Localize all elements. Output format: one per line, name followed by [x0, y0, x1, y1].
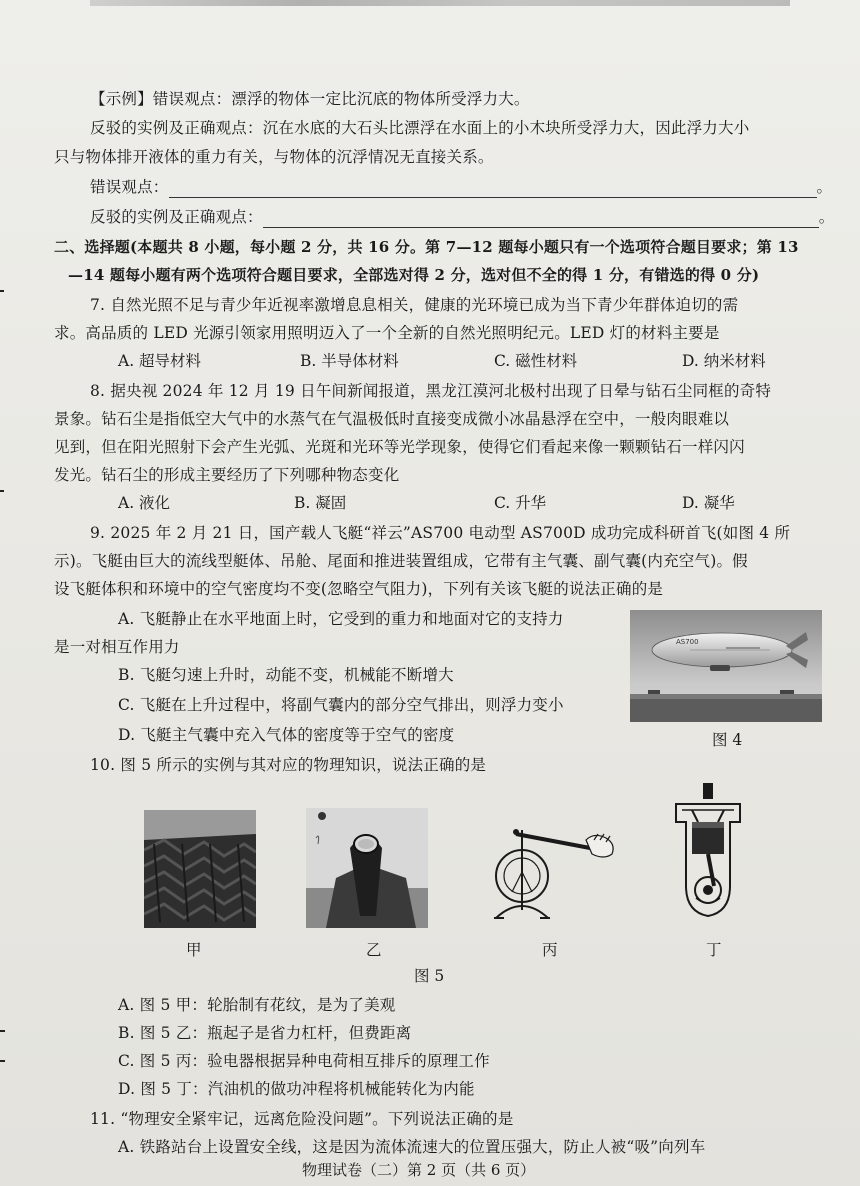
- q8-option-a: A. 液化: [118, 494, 171, 512]
- q8-option-d: D. 凝华: [682, 494, 735, 512]
- q10-option-d: D. 图 5 丁：汽油机的做功冲程将机械能转化为内能: [118, 1080, 475, 1098]
- q8-line-2: 景象。钻石尘是指低空大气中的水蒸气在气温极低时直接变成微小冰晶悬浮在空中，一般肉眼难以: [54, 410, 730, 428]
- example-line-1: 【示例】错误观点：漂浮的物体一定比沉底的物体所受浮力大。: [90, 90, 530, 108]
- binding-mark: [0, 1060, 5, 1062]
- refute-view-row: [90, 206, 834, 228]
- figure-5-jia-tire-photo: [144, 810, 256, 928]
- figure-5-jia-label: 甲: [186, 941, 202, 959]
- binding-mark: [0, 1030, 5, 1032]
- q9-option-a-line-1: A. 飞艇静止在水平地面上时，它受到的重力和地面对它的支持力: [118, 610, 564, 628]
- q9-line-2: 示)。飞艇由巨大的流线型艇体、吊舱、尾面和推进装置组成，它带有主气囊、副气囊(内充空气)。假: [54, 552, 748, 570]
- refute-view-answer-line[interactable]: [263, 209, 819, 228]
- refute-view-label: 反驳的实例及正确观点：: [90, 208, 263, 226]
- q7-line-1: 7. 自然光照不足与青少年近视率激增息息相关，健康的光环境已成为当下青少年群体迫切的需: [90, 296, 739, 314]
- section2-heading-line-1: 二、选择题(本题共 8 小题，每小题 2 分，共 16 分。第 7—12 题每小题只有一个选项符合题目要求；第 13: [54, 238, 799, 256]
- q10-line-1: 10. 图 5 所示的实例与其对应的物理知识，说法正确的是: [90, 756, 487, 774]
- q9-option-d: D. 飞艇主气囊中充入气体的密度等于空气的密度: [118, 726, 455, 744]
- binding-mark: [0, 490, 4, 492]
- q9-option-a-line-2: 是一对相互作用力: [54, 638, 180, 656]
- q10-option-c: C. 图 5 丙：验电器根据异种电荷相互排斥的原理工作: [118, 1052, 490, 1070]
- q8-option-b: B. 凝固: [294, 494, 347, 512]
- example-line-2: 反驳的实例及正确观点：沉在水底的大石头比漂浮在水面上的小木块所受浮力大，因此浮力大小: [90, 119, 750, 137]
- q8-option-c: C. 升华: [494, 494, 547, 512]
- q11-option-a: A. 铁路站台上设置安全线，这是因为流体流速大的位置压强大，防止人被“吸”向列车: [118, 1138, 706, 1156]
- q7-line-2: 求。高品质的 LED 光源引领家用照明迈入了一个全新的自然光照明纪元。LED 灯的材料主要是: [54, 324, 720, 342]
- q7-option-a: A. 超导材料: [118, 352, 202, 370]
- figure-5-ding-label: 丁: [706, 941, 722, 959]
- hand-drawing: [586, 834, 613, 857]
- page-footer: 物理试卷（二）第 2 页（共 6 页）: [302, 1161, 536, 1179]
- wrong-view-period: 。: [816, 178, 833, 196]
- section2-heading-line-2: —14 题每小题有两个选项符合题目要求，全部选对得 2 分，选对但不全的得 1 分，有错选的得 0 分): [68, 266, 760, 284]
- top-cutoff-text-fragment: [90, 0, 790, 6]
- figure-5-yi-label: 乙: [366, 941, 382, 959]
- airship-label: AS700: [676, 638, 699, 646]
- q7-option-d: D. 纳米材料: [682, 352, 766, 370]
- wrong-view-answer-line[interactable]: [169, 179, 817, 198]
- example-line-3: 只与物体排开液体的重力有关，与物体的沉浮情况无直接关系。: [54, 148, 494, 166]
- q10-option-b: B. 图 5 乙：瓶起子是省力杠杆，但费距离: [118, 1024, 412, 1042]
- q9-option-b: B. 飞艇匀速上升时，动能不变，机械能不断增大: [118, 666, 454, 684]
- figure-5-ding-engine-drawing: [666, 782, 750, 928]
- q7-option-c: C. 磁性材料: [494, 352, 578, 370]
- figure-5-caption: 图 5: [414, 967, 445, 985]
- figure-4-caption: 图 4: [712, 731, 743, 749]
- q8-line-3: 见到，但在阳光照射下会产生光弧、光斑和光环等光学现象，使得它们看起来像一颗颗钻石一样闪闪: [54, 438, 745, 456]
- figure-5-bing-electroscope-drawing: [482, 810, 622, 926]
- wrong-view-label: 错误观点：: [90, 178, 169, 196]
- q8-line-1: 8. 据央视 2024 年 12 月 19 日午间新闻报道，黑龙江漠河北极村出现了日晕与钻石尘同框的奇特: [90, 382, 772, 400]
- q9-option-c: C. 飞艇在上升过程中，将副气囊内的部分空气排出，则浮力变小: [118, 696, 564, 714]
- q7-option-b: B. 半导体材料: [300, 352, 399, 370]
- wrong-view-row: [90, 176, 832, 198]
- figure-4-airship-photo: [630, 610, 822, 722]
- q8-line-4: 发光。钻石尘的形成主要经历了下列哪种物态变化: [54, 466, 400, 484]
- q9-line-1: 9. 2025 年 2 月 21 日，国产载人飞艇“祥云”AS700 电动型 AS700D 成功完成科研首飞(如图 4 所: [90, 524, 791, 542]
- q11-line-1: 11. “物理安全紧牢记，远离危险没问题”。下列说法正确的是: [90, 1110, 514, 1128]
- q10-option-a: A. 图 5 甲：轮胎制有花纹，是为了美观: [118, 996, 396, 1014]
- binding-mark: [0, 290, 4, 292]
- q9-line-3: 设飞艇体积和环境中的空气密度均不变(忽略空气阻力)，下列有关该飞艇的说法正确的是: [54, 580, 664, 598]
- refute-view-period: 。: [818, 208, 835, 226]
- figure-5-bing-label: 丙: [542, 941, 558, 959]
- charged-rod: [513, 829, 590, 848]
- figure-5-yi-bottle-opener-photo: [306, 808, 428, 928]
